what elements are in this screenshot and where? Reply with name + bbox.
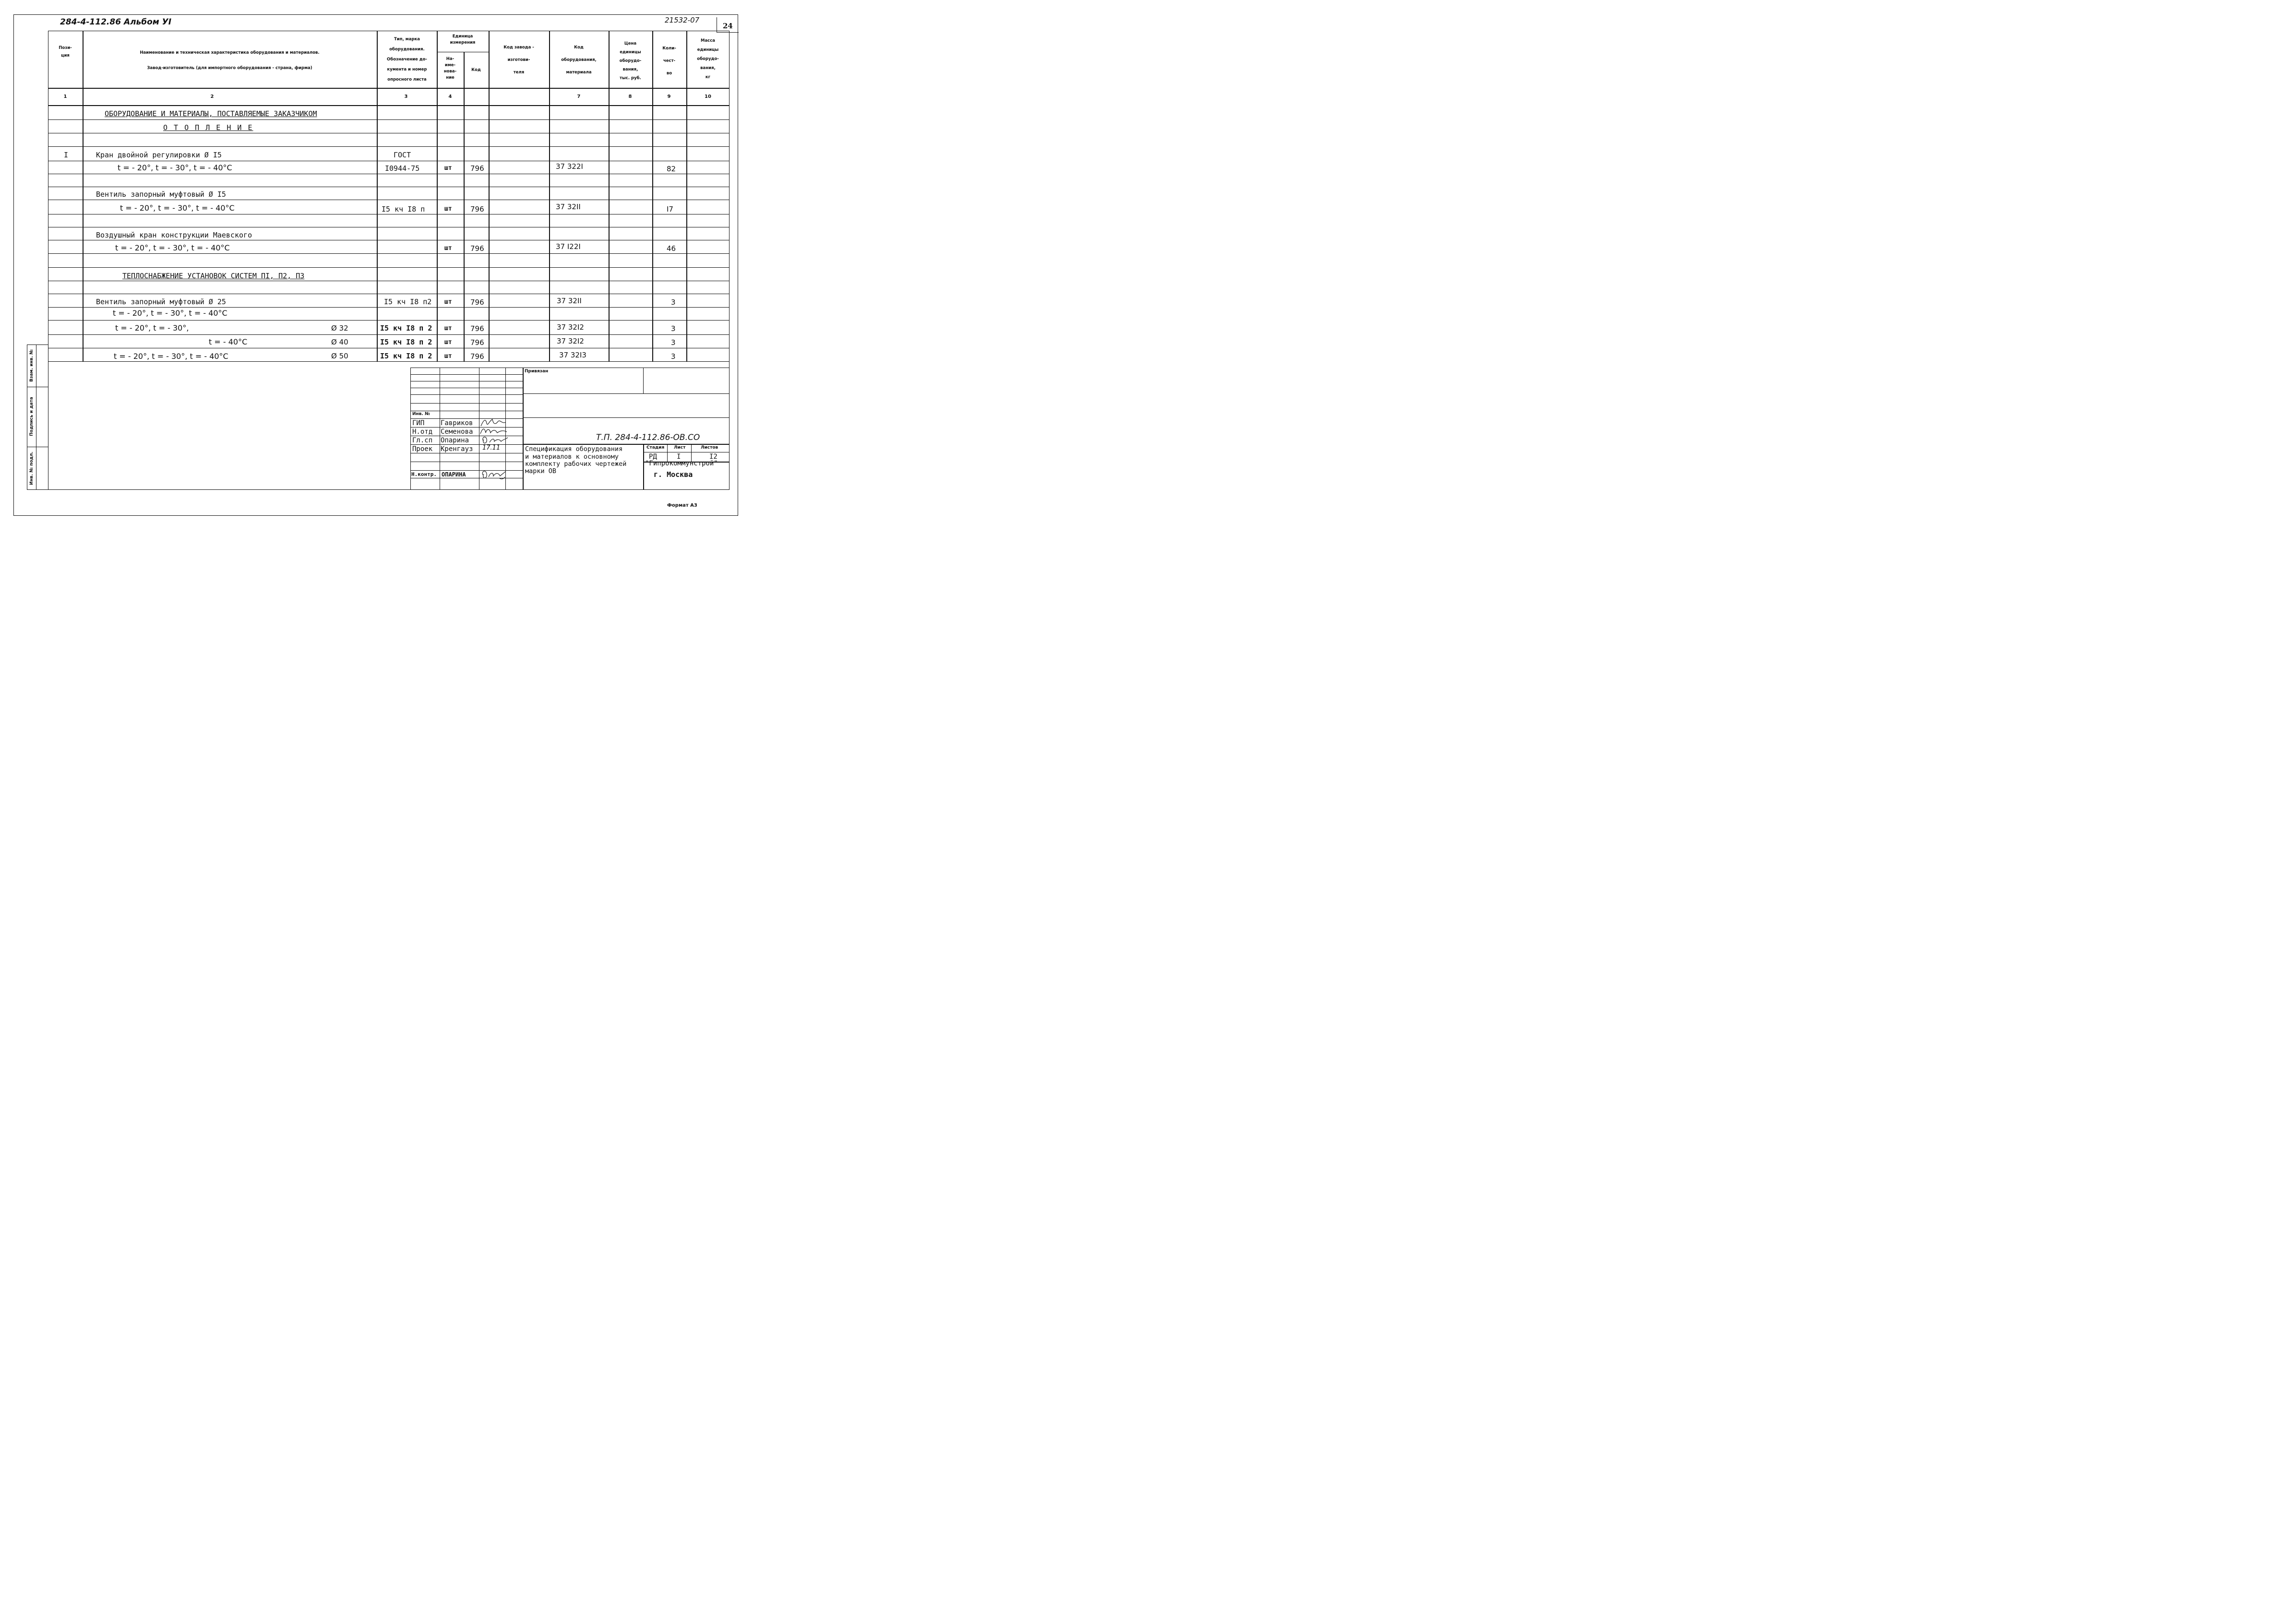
item3-unit-code: 796: [470, 244, 484, 253]
signature-oparina-control: [480, 468, 507, 481]
item7-doc: I5 кч I8 п 2: [380, 352, 432, 360]
item5-diameter: Ø 32: [331, 324, 348, 333]
col-line-4: [464, 52, 465, 362]
item4-unit: шт: [444, 298, 452, 306]
item4-material-code: 37 32II: [557, 297, 582, 305]
side-stamp-signature-date: Подпись и дата: [29, 397, 34, 436]
col-line-6: [549, 31, 550, 362]
header-price: Цена единицы оборудо- вания, тыс. руб.: [619, 41, 642, 81]
title-block-row-line: [410, 374, 523, 375]
tb-bound-divider: [643, 368, 644, 393]
tb-stage-header: Стадия: [646, 445, 665, 450]
item3-quantity: 46: [667, 244, 676, 253]
tb-role-chief-spec: Гл.сп: [412, 437, 433, 444]
title-block-row-line: [410, 394, 523, 395]
item1-unit-code: 796: [470, 164, 484, 173]
tb-sheets-header: Листов: [701, 445, 718, 450]
header-position: Пози- ция: [59, 46, 72, 58]
item2-material-code: 37 32II: [556, 202, 581, 211]
tb-city: г. Москва: [654, 470, 693, 479]
header-unit: Единица измерения: [450, 34, 476, 45]
item4-doc: I5 кч I8 п2: [384, 297, 432, 306]
row-separator: [48, 119, 729, 120]
item1-name: Кран двойной регулировки Ø I5: [96, 151, 222, 159]
item3-temperature: t = - 20°, t = - 30°, t = - 40°С: [115, 243, 230, 252]
sheet-number: 24: [723, 22, 733, 30]
header-divider: [48, 88, 729, 89]
item6-diameter: Ø 40: [331, 338, 348, 346]
item1-doc-number: I0944-75: [385, 164, 420, 173]
item6-unit: шт: [444, 339, 452, 346]
col-number-1: 1: [63, 94, 67, 99]
item5-temperature: t = - 20°, t = - 30°,: [115, 323, 189, 333]
item2-unit-code: 796: [470, 205, 484, 214]
col-line-5: [489, 31, 490, 362]
item7-unit-code: 796: [470, 352, 484, 361]
tb-stage-divider: [643, 444, 644, 490]
item1-doc-standard: ГОСТ: [394, 151, 411, 159]
subsection-heating: О Т О П Л Е Н И Е: [163, 123, 253, 132]
tb-description-4: марки ОВ: [525, 467, 557, 475]
side-stamp-replacement-inv: Взам. инв. №: [29, 349, 34, 382]
item2-quantity: I7: [667, 205, 673, 214]
number-row-divider: [48, 105, 729, 106]
tb-bound-label: Привязан: [525, 369, 549, 374]
tb-name-semenova: Семенова: [441, 428, 473, 436]
paper-format: Формат А3: [667, 503, 697, 508]
tb-role-dept-head: Н.отд: [412, 428, 433, 436]
col-line-8: [652, 31, 653, 362]
tb-bound-line: [523, 393, 729, 394]
header-unit-name: На- име- нова- ние: [443, 57, 457, 80]
item3-material-code: 37 I22I: [556, 242, 581, 251]
item3-unit: шт: [444, 245, 452, 252]
tb-sheet-value: I: [677, 453, 681, 461]
row-separator: [48, 334, 729, 335]
title-block-row-line: [410, 403, 523, 404]
tb-role-gip: ГИП: [412, 419, 425, 427]
tb-doccode-line: [523, 444, 729, 445]
tb-sheets-value: I2: [709, 453, 718, 461]
tb-code-line: [523, 417, 729, 418]
col-number-10: 10: [705, 94, 711, 99]
item6-temperature: t = - 40°С: [209, 337, 248, 346]
col-line-1: [83, 31, 84, 362]
tb-document-code: Т.П. 284-4-112.86-ОВ.СО: [596, 433, 700, 442]
tb-sheet-header: Лист: [674, 445, 686, 450]
row-separator: [48, 146, 729, 147]
row-separator: [48, 320, 729, 321]
inventory-reference: 21532-07: [665, 16, 700, 24]
item2-name: Вентиль запорный муфтовый Ø I5: [96, 190, 226, 199]
header-unit-code: Код: [471, 68, 481, 72]
item1-material-code: 37 322I: [556, 162, 583, 171]
col-number-4: 4: [448, 94, 452, 99]
tb-role-norm-control: Н.контр.: [411, 471, 437, 477]
tb-designer-date: 17.11: [482, 444, 501, 451]
tb-col-d: [523, 368, 524, 490]
item5-quantity: 3: [671, 324, 676, 333]
item3-name: Воздушный кран конструкции Маевского: [96, 231, 252, 239]
item2-doc: I5 кч I8 п: [382, 205, 425, 214]
item7-material-code: 37 32I3: [559, 351, 586, 359]
row-separator: [48, 253, 729, 254]
item4-temperature: t = - 20°, t = - 30°, t = - 40°С: [113, 309, 227, 318]
tb-stage-col1: [667, 444, 668, 462]
header-type: Тип, марка оборудования. Обозначение до- кумента и номер опросного листа: [387, 37, 427, 82]
item7-diameter: Ø 50: [331, 352, 348, 360]
item1-temperature: t = - 20°, t = - 30°, t = - 40°С: [118, 163, 232, 172]
item6-material-code: 37 32I2: [557, 337, 584, 345]
col-number-7: 7: [577, 94, 581, 99]
col-number-8: 8: [628, 94, 632, 99]
header-material-code: Код оборудования, материала: [561, 45, 597, 75]
tb-name-gavrikov: Гавриков: [441, 419, 473, 427]
tb-inv-label: Инв. №: [412, 412, 430, 416]
item5-unit: шт: [444, 325, 452, 332]
col-number-3: 3: [404, 94, 408, 99]
tb-description-1: Спецификация оборудования: [525, 445, 623, 453]
col-number-9: 9: [667, 94, 671, 99]
header-mass: Масса единицы оборудо- вания, кг: [697, 38, 719, 80]
signature-oparina: [480, 435, 509, 445]
tb-role-designer: Проек: [412, 445, 433, 453]
album-reference: 284-4-112.86 Альбом УI: [60, 17, 172, 27]
item2-unit: шт: [444, 205, 452, 213]
tb-stage-value: РД: [649, 453, 657, 461]
row-separator: [48, 267, 729, 268]
item5-doc: I5 кч I8 п 2: [380, 324, 432, 333]
item2-temperature: t = - 20°, t = - 30°, t = - 40°С: [120, 203, 235, 213]
header-name: Наименование и техническая характеристика оборудования и материалов. Завод-изготовитель (для импортного оборудования - страна, фирма): [140, 50, 320, 71]
tb-name-oparina: Опарина: [441, 437, 469, 444]
item6-quantity: 3: [671, 338, 676, 347]
item7-unit: шт: [444, 353, 452, 360]
tb-description-2: и материалов к основному: [525, 453, 619, 461]
item1-position: I: [64, 151, 69, 159]
section-heating-supply: ТЕПЛОСНАБЖЕНИЕ УСТАНОВОК СИСТЕМ ПI, П2, П3: [122, 272, 305, 280]
section-heading-customer-supplied: ОБОРУДОВАНИЕ И МАТЕРИАЛЫ, ПОСТАВЛЯЕМЫЕ ЗАКАЗЧИКОМ: [105, 109, 317, 118]
side-stamp-original-inv: Инв. № подл.: [29, 451, 34, 485]
header-factory-code: Код завода - изготови- теля: [503, 45, 534, 75]
item4-unit-code: 796: [470, 298, 484, 307]
item6-doc: I5 кч I8 п 2: [380, 338, 432, 346]
header-quantity: Коли- чест- во: [662, 46, 676, 76]
item4-quantity: 3: [671, 298, 676, 307]
tb-stage-col2: [691, 444, 692, 462]
tb-organization: "Гипрокоммунстрой": [645, 460, 718, 467]
item5-material-code: 37 32I2: [557, 323, 584, 332]
item1-unit: шт: [444, 165, 452, 172]
item7-quantity: 3: [671, 352, 676, 361]
tb-description-3: комплекту рабочих чертежей: [525, 460, 627, 468]
item4-name: Вентиль запорный муфтовый Ø 25: [96, 297, 226, 306]
item7-temperature: t = - 20°, t = - 30°, t = - 40°С: [114, 352, 228, 361]
row-separator: [48, 307, 729, 308]
col-number-2: 2: [210, 94, 214, 99]
item1-quantity: 82: [667, 165, 676, 173]
tb-name-oparina-upper: ОПАРИНА: [442, 471, 466, 478]
item6-unit-code: 796: [470, 338, 484, 347]
item5-unit-code: 796: [470, 324, 484, 333]
tb-name-krengauz: Кренгауз: [441, 445, 473, 453]
